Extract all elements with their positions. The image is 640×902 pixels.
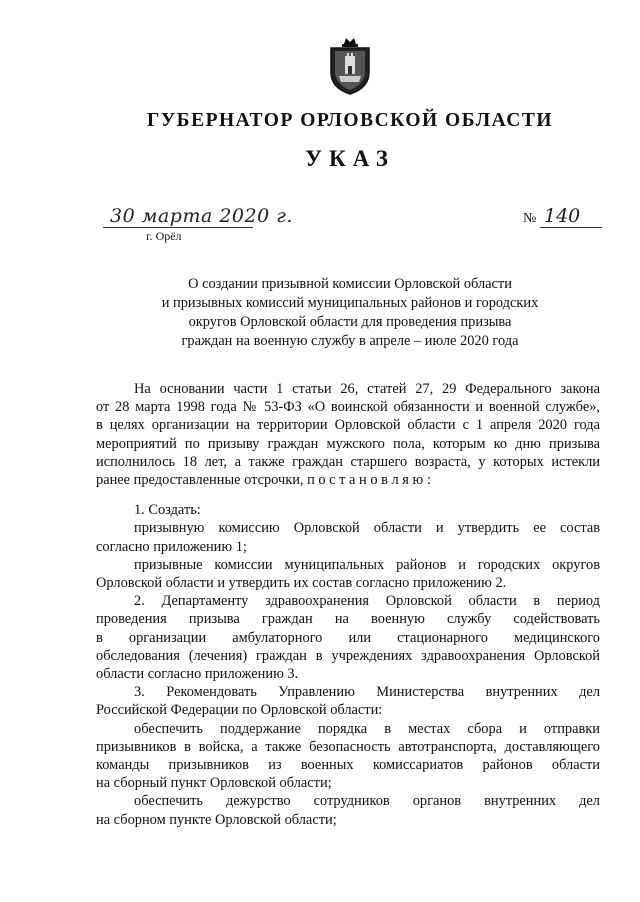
subject-line: О создании призывной комиссии Орловской области bbox=[188, 276, 512, 292]
item-3a-line: на сборный пункт Орловской области; bbox=[96, 775, 332, 792]
orel-region-coat-of-arms-icon bbox=[327, 36, 373, 96]
item-2-line: проведения призыва граждан на военную службу содействовать bbox=[96, 611, 600, 628]
item-2-line: области согласно приложению 3. bbox=[96, 666, 299, 683]
preamble-line: от 28 марта 1998 года № 53-ФЗ «О воинской обязанности и военной службе», bbox=[96, 399, 600, 416]
number-underline bbox=[540, 227, 602, 228]
preamble-line: На основании части 1 статьи 26, статей 27, 29 Федерального закона bbox=[134, 381, 600, 397]
item-1a-line: призывную комиссию Орловской области и утвердить ее состав bbox=[134, 520, 600, 537]
item-3a-line: призывников в войска, а также безопасность автотранспорта, доставляющего bbox=[96, 738, 600, 755]
document-type: УКАЗ bbox=[305, 146, 395, 171]
preamble-line: мероприятий по призыву граждан мужского пола, которым ко дню призыва bbox=[96, 435, 600, 452]
item-2-line: в организации амбулаторного или стационарного медицинского bbox=[96, 629, 600, 646]
subject-line: округов Орловской области для проведения призыва bbox=[188, 314, 512, 330]
document-place: г. Орёл bbox=[146, 229, 182, 243]
preamble-line: в целях организации на территории Орловской области с 1 апреля 2020 года bbox=[96, 417, 600, 434]
item-1b-line: призывные комиссии муниципальных районов и городских округов bbox=[134, 556, 600, 573]
item-3a-line: команды призывников из военных комиссариатов районов области bbox=[96, 757, 600, 774]
document-subject bbox=[100, 275, 600, 351]
date-underline bbox=[103, 227, 253, 228]
item-3b-line: обеспечить дежурство сотрудников органов внутренних дел bbox=[134, 793, 600, 810]
document-body bbox=[96, 380, 600, 829]
item-2-line: обследования (лечения) граждан в учреждениях здравоохранения Орловской bbox=[96, 647, 600, 664]
document-number: 140 bbox=[544, 205, 581, 227]
number-sign: № bbox=[523, 211, 537, 226]
item-2-line: 2. Департаменту здравоохранения Орловской области в период bbox=[134, 593, 600, 610]
document-date: 30 марта 2020 г. bbox=[110, 205, 293, 227]
subject-line: граждан на военную службу в апреле – июле 2020 года bbox=[181, 333, 519, 349]
item-1a-line: согласно приложению 1; bbox=[96, 538, 247, 555]
subject-line: и призывных комиссий муниципальных районов и городских bbox=[161, 295, 539, 311]
item-3-line: 3. Рекомендовать Управлению Министерства внутренних дел bbox=[134, 684, 600, 701]
issuing-authority: ГУБЕРНАТОР ОРЛОВСКОЙ ОБЛАСТИ bbox=[146, 110, 554, 131]
preamble-line: исполнилось 18 лет, а также граждан старшего возраста, у которых истекли bbox=[96, 453, 600, 470]
preamble-line: ранее предоставленные отсрочки, п о с т а н о в л я ю : bbox=[96, 472, 431, 489]
item-3a-line: обеспечить поддержание порядка в местах сбора и отправки bbox=[134, 720, 600, 737]
item-3-line: Российской Федерации по Орловской области: bbox=[96, 702, 383, 719]
item-1b-line: Орловской области и утвердить их состав согласно приложению 2. bbox=[96, 575, 507, 592]
item-3b-line: на сборном пункте Орловской области; bbox=[96, 811, 337, 828]
item-1-title: 1. Создать: bbox=[134, 502, 201, 519]
